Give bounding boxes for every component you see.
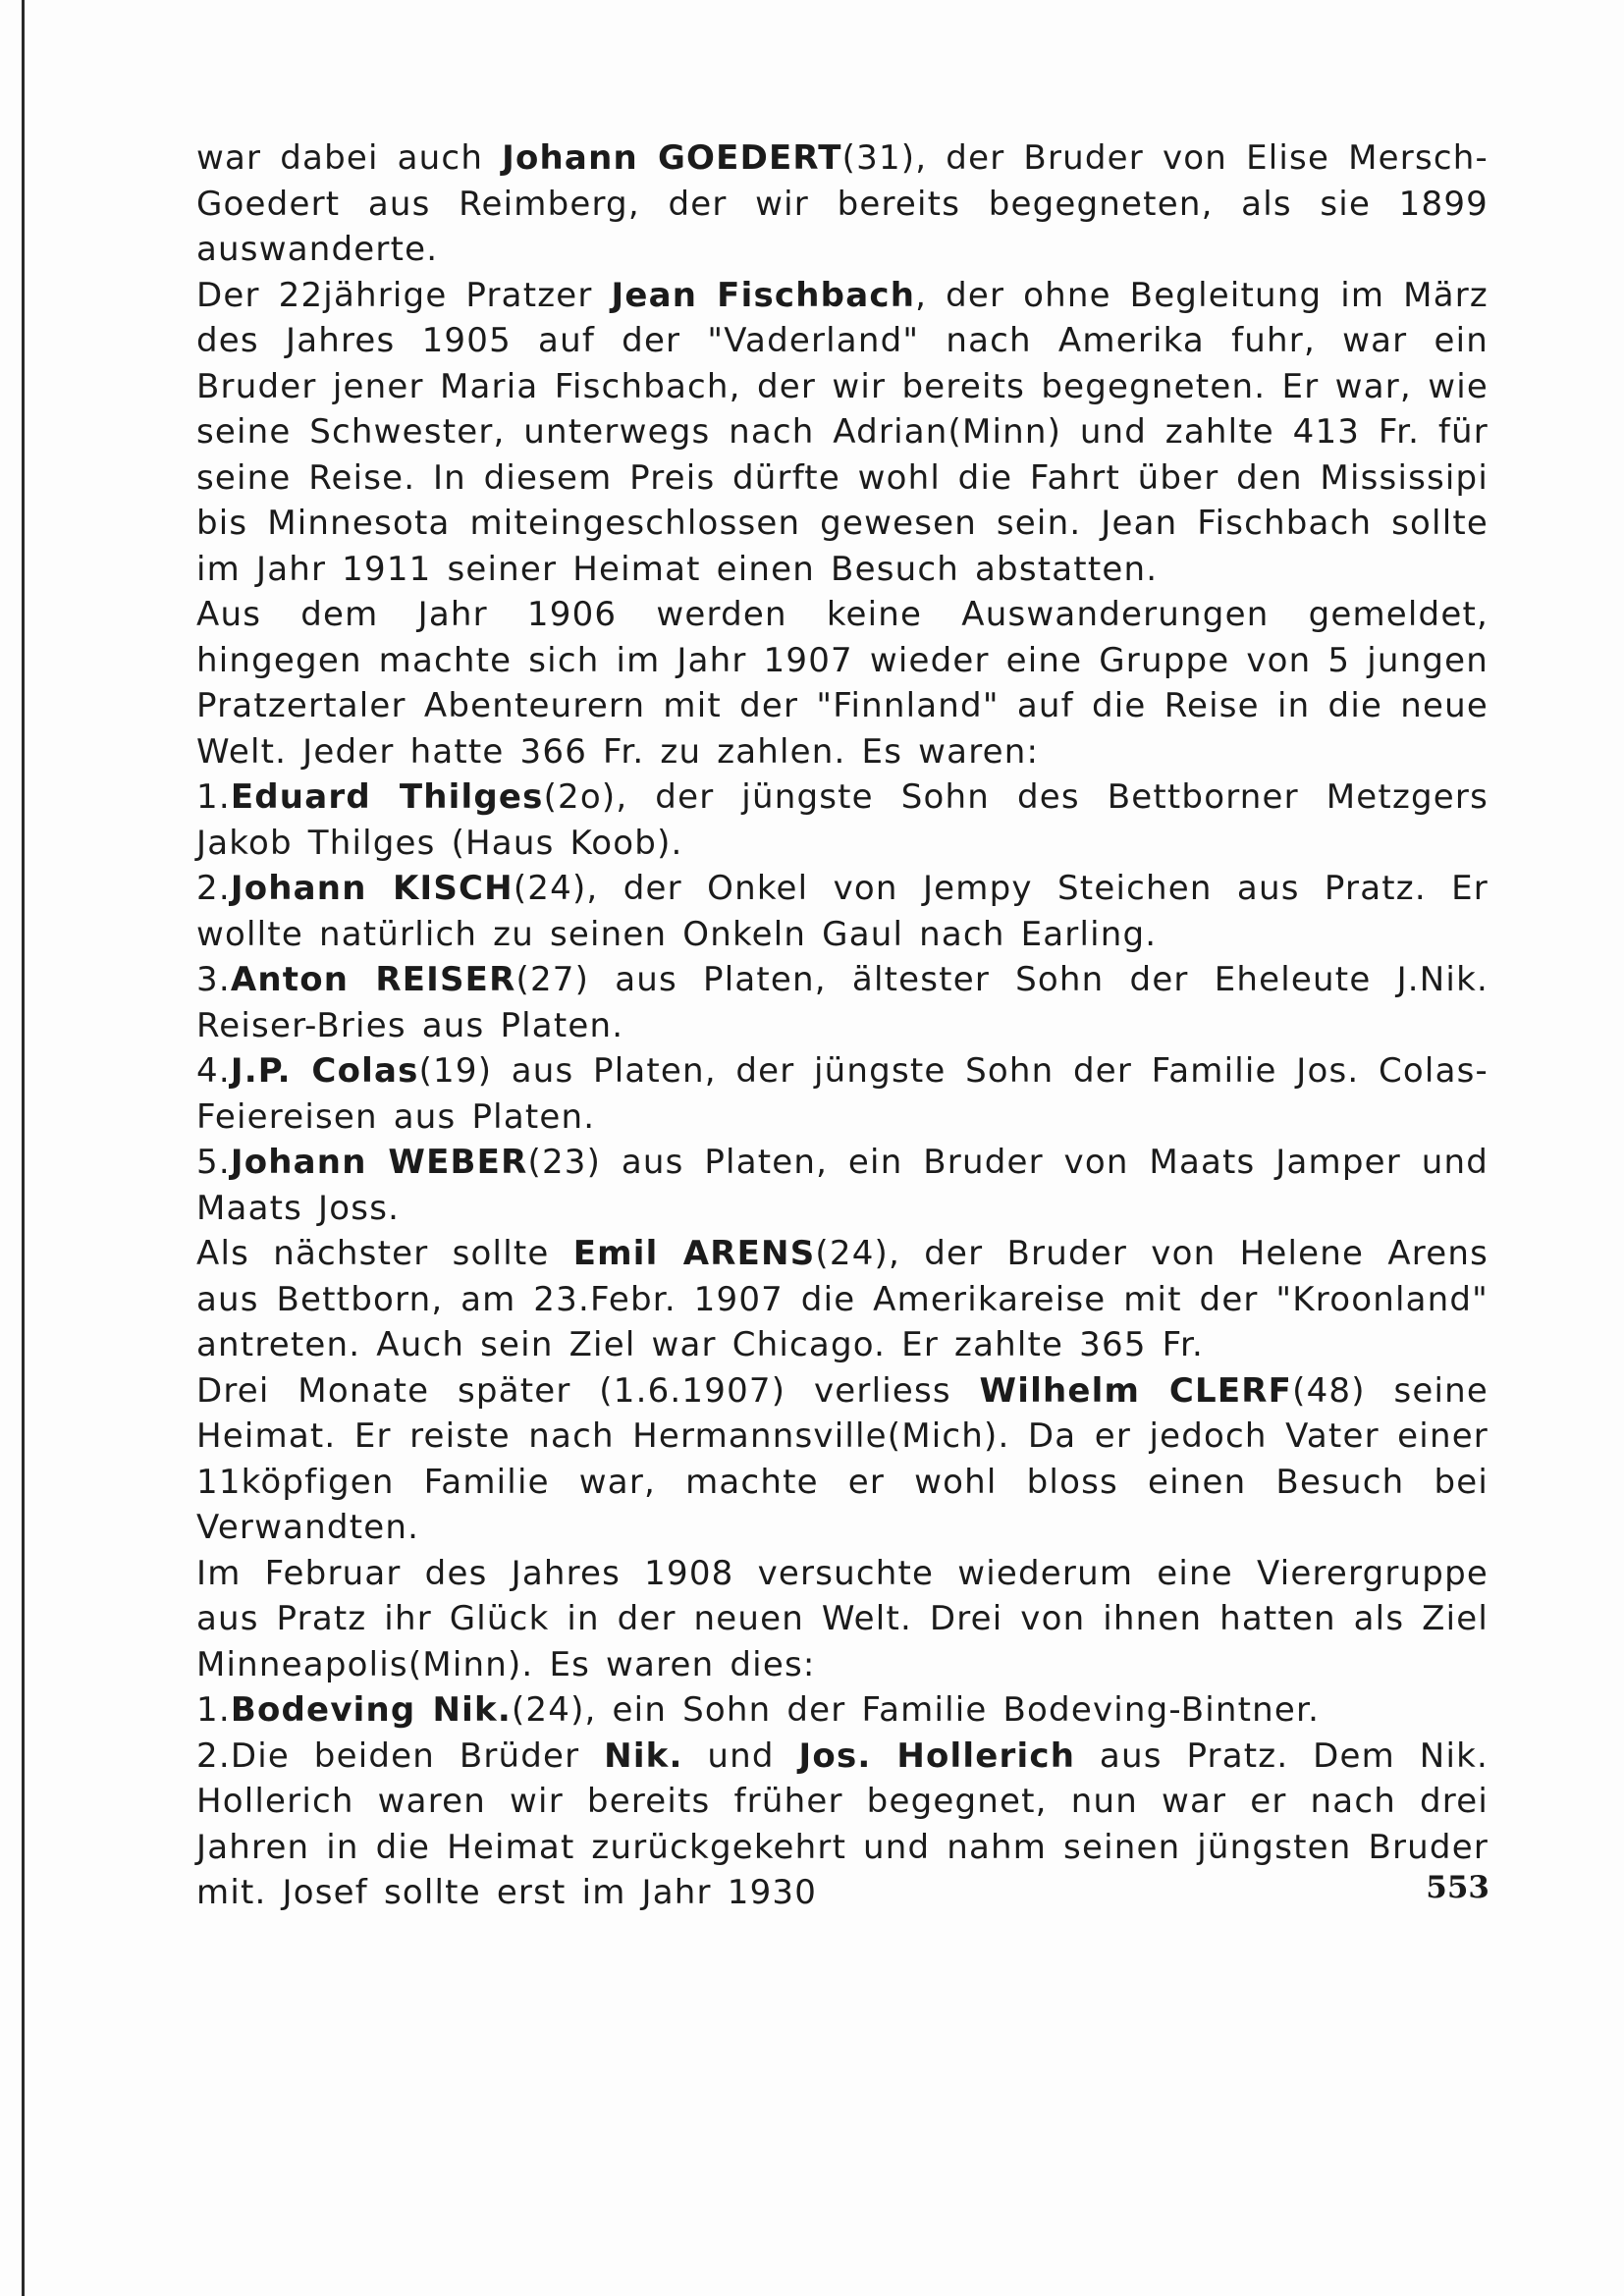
paragraph: war dabei auch Johann GOEDERT(31), der Bruder von Elise Mersch-Goedert aus Reimberg, der wir bereits begegneten, als sie 1899 auswanderte.: [196, 138, 1489, 269]
list-item: 3.Anton REISER(27) aus Platen, ältester Sohn der Eheleute J.Nik. Reiser-Bries aus Platen.: [196, 960, 1489, 1045]
page-number: 553: [1426, 1870, 1489, 1905]
list-item: 1.Bodeving Nik.(24), ein Sohn der Familie Bodeving-Bintner.: [196, 1690, 1321, 1730]
binding-edge-line: [22, 0, 25, 2296]
paragraph: Drei Monate später (1.6.1907) verliess Wilhelm CLERF(48) seine Heimat. Er reiste nach Hermannsville(Mich). Da er jedoch Vater einer 11köpfigen Familie war, machte er wohl bloss einen Besuch bei Verwandten.: [196, 1370, 1489, 1547]
paragraph: Aus dem Jahr 1906 werden keine Auswanderungen gemeldet, hingegen machte sich im Jahr 1907 wieder eine Gruppe von 5 jungen Pratzertaler Abenteurern mit der "Finnland" auf die Reise in die neue Welt. Jeder hatte 366 Fr. zu zahlen. Es waren:: [196, 595, 1489, 772]
list-item: 1.Eduard Thilges(2o), der jüngste Sohn des Bettborner Metzgers Jakob Thilges (Haus Koob).: [196, 777, 1489, 863]
body-text: [196, 135, 1489, 1916]
list-item: 4.J.P. Colas(19) aus Platen, der jüngste Sohn der Familie Jos. Colas-Feiereisen aus Platen.: [196, 1051, 1489, 1137]
list-item: 2.Johann KISCH(24), der Onkel von Jempy Steichen aus Pratz. Er wollte natürlich zu seinen Onkeln Gaul nach Earling.: [196, 869, 1489, 954]
list-item: 5.Johann WEBER(23) aus Platen, ein Bruder von Maats Jamper und Maats Joss.: [196, 1143, 1489, 1228]
paragraph: Der 22jährige Pratzer Jean Fischbach, der ohne Begleitung im März des Jahres 1905 auf der "Vaderland" nach Amerika fuhr, war ein Bruder jener Maria Fischbach, der wir bereits begegneten. Er war, wie seine Schwester, unterwegs nach Adrian(Minn) und zahlte 413 Fr. für seine Reise. In diesem Preis dürfte wohl die Fahrt über den Mississipi bis Minnesota miteingeschlossen gewesen sein. Jean Fischbach sollte im Jahr 1911 seiner Heimat einen Besuch abstatten.: [196, 275, 1489, 589]
paragraph: Als nächster sollte Emil ARENS(24), der Bruder von Helene Arens aus Bettborn, am 23.Febr. 1907 die Amerikareise mit der "Kroonland" antreten. Auch sein Ziel war Chicago. Er zahlte 365 Fr.: [196, 1234, 1489, 1364]
paragraph: Im Februar des Jahres 1908 versuchte wiederum eine Vierergruppe aus Pratz ihr Glück in der neuen Welt. Drei von ihnen hatten als Ziel Minneapolis(Minn). Es waren dies:: [196, 1553, 1489, 1684]
list-item: 2.Die beiden Brüder Nik. und Jos. Hollerich aus Pratz. Dem Nik. Hollerich waren wir bereits früher begegnet, nun war er nach drei Jahren in die Heimat zurückgekehrt und nahm seinen jüngsten Bruder mit. Josef sollte erst im Jahr 1930: [196, 1735, 1489, 1912]
